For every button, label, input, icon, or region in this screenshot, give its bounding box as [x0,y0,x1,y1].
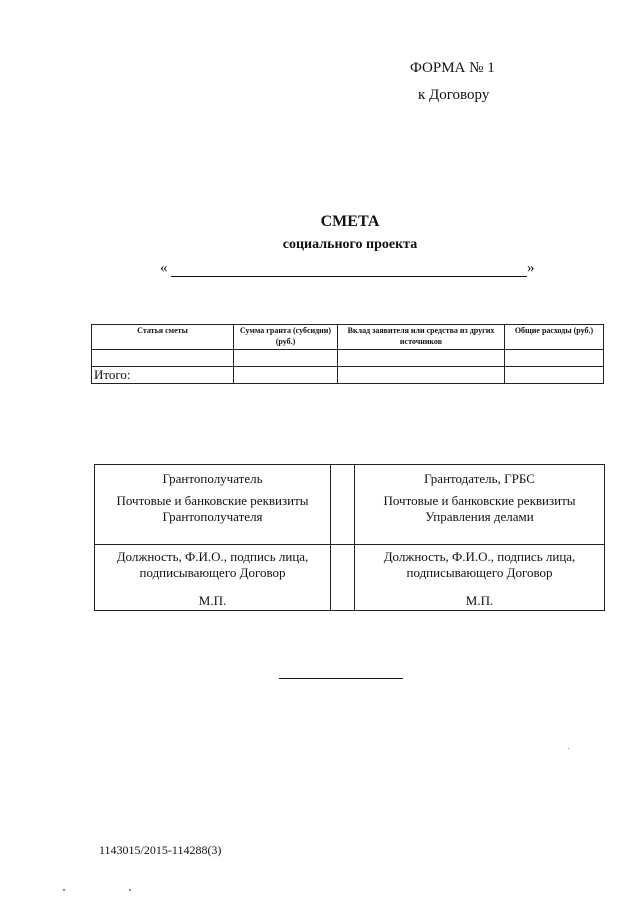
column-header: Сумма гранта (субсидии) (руб.) [234,325,338,350]
table-cell [338,367,505,384]
column-header: Статья сметы [92,325,234,350]
table-cell [338,350,505,367]
grantee-seal-mark: М.П. [198,593,227,608]
grantor-details: Почтовые и банковские реквизиты Управления делами [383,493,576,524]
document-id: 1143015/2015-114288(3) [99,843,222,857]
table-cell [505,367,604,384]
spacer-cell [331,465,355,545]
form-subtitle: к Договору [418,87,490,103]
scan-speck [63,889,65,891]
grantor-signatory: Должность, Ф.И.О., подпись лица, подписывающего Договор [383,549,576,580]
table-cell [505,350,604,367]
table-row-total [92,367,604,384]
table-cell [92,350,234,367]
grantor-cell [355,465,605,545]
requisites-row-signatures [95,545,605,611]
budget-table [91,324,604,384]
quote-open: « [160,260,168,276]
grantor-seal-mark: М.П. [465,593,494,608]
document-subtitle: социального проекта [282,237,418,252]
total-label: Итого: [92,367,234,384]
table-header-row [92,325,604,350]
requisites-table [94,464,605,611]
grantee-signature-cell [95,545,331,611]
project-name-blank-line [171,276,527,277]
grantor-signature-cell [355,545,605,611]
grantee-details: Почтовые и банковские реквизиты Грантополучателя [116,493,309,524]
column-header: Общие расходы (руб.) [505,325,604,350]
table-row [92,350,604,367]
grantee-title: Грантополучатель [162,471,263,486]
spacer-cell [331,545,355,611]
footer-divider [279,678,403,679]
table-cell [234,350,338,367]
form-number: ФОРМА № 1 [410,60,495,76]
scan-speck [129,889,131,891]
requisites-row-parties [95,465,605,545]
quote-close: » [527,260,535,276]
grantee-signatory: Должность, Ф.И.О., подпись лица, подписывающего Договор [116,549,309,580]
grantee-cell [95,465,331,545]
scan-speck [568,748,569,749]
document-title: СМЕТА [320,213,380,230]
table-cell [234,367,338,384]
grantor-title: Грантодатель, ГРБС [424,471,535,486]
column-header: Вклад заявителя или средства из других источников [338,325,505,350]
